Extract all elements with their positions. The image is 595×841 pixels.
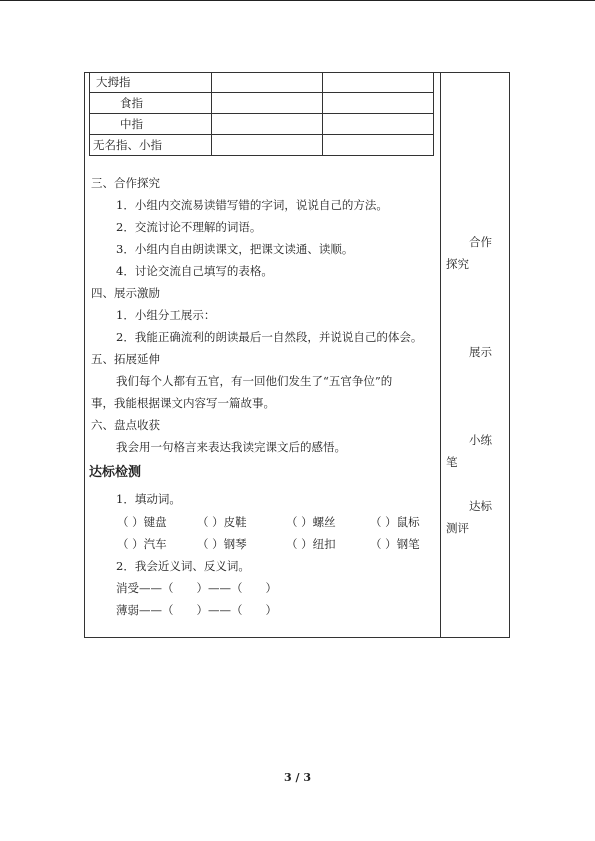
verb-blank: （ ）纽扣 <box>286 537 336 551</box>
list-item: 2．交流讨论不理解的词语。 <box>116 220 262 234</box>
paragraph-line: 事，我能根据课文内容写一篇故事。 <box>91 396 275 410</box>
section-heading: 四、展示激励 <box>91 286 160 300</box>
verb-blank: （ ）键盘 <box>117 515 167 529</box>
question: 1．填动词。 <box>116 492 181 506</box>
verb-blank: （ ）钢琴 <box>197 537 247 551</box>
table-row <box>90 72 434 93</box>
blank-cell <box>323 93 434 114</box>
table-row <box>90 114 434 135</box>
section-heading: 五、拓展延伸 <box>91 352 160 366</box>
sidebar-label: 展示 <box>469 345 492 359</box>
blank-cell <box>212 114 323 135</box>
finger-name: 大拇指 <box>90 72 212 93</box>
finger-name: 食指 <box>90 93 212 114</box>
list-item: 4．讨论交流自己填写的表格。 <box>116 264 273 278</box>
blank-cell <box>323 135 434 156</box>
word-blank: 薄弱——（ ）——（ ） <box>116 603 277 617</box>
page-top-rule <box>0 0 595 1</box>
sidebar-label: 达标 <box>469 499 492 513</box>
finger-name: 无名指、小指 <box>90 135 212 156</box>
sidebar-label: 小练 <box>469 433 492 447</box>
paragraph-line: 我会用一句格言来表达我读完课文后的感悟。 <box>116 440 346 454</box>
blank-cell <box>212 135 323 156</box>
column-divider <box>440 72 441 638</box>
question: 2．我会近义词、反义词。 <box>116 559 250 573</box>
blank-cell <box>212 93 323 114</box>
finger-table <box>89 72 434 156</box>
list-item: 2．我能正确流利的朗读最后一自然段，并说说自己的体会。 <box>116 330 423 344</box>
verb-blank: （ ）皮鞋 <box>197 515 247 529</box>
verb-blank: （ ）螺丝 <box>286 515 336 529</box>
list-item: 3．小组内自由朗读课文，把课文读通、读顺。 <box>116 242 354 256</box>
paragraph-line: 我们每个人都有五官，有一回他们发生了“五官争位”的 <box>116 374 393 388</box>
table-row <box>90 93 434 114</box>
test-heading: 达标检测 <box>89 465 142 480</box>
verb-blank: （ ）鼠标 <box>370 515 420 529</box>
sidebar-label: 测评 <box>446 521 469 535</box>
list-item: 1．小组内交流易读错写错的字词，说说自己的方法。 <box>116 198 388 212</box>
table-row <box>90 135 434 156</box>
word-blank: 消受——（ ）——（ ） <box>116 581 277 595</box>
blank-cell <box>323 72 434 93</box>
sidebar-label: 笔 <box>446 455 458 469</box>
sidebar-label: 合作 <box>469 235 492 249</box>
blank-cell <box>212 72 323 93</box>
section-heading: 六、盘点收获 <box>91 418 160 432</box>
verb-blank: （ ）汽车 <box>117 537 167 551</box>
verb-blank: （ ）钢笔 <box>370 537 420 551</box>
page-number: 3 / 3 <box>284 771 311 784</box>
finger-name: 中指 <box>90 114 212 135</box>
list-item: 1．小组分工展示： <box>116 308 216 322</box>
section-heading: 三、合作探究 <box>91 176 160 190</box>
blank-cell <box>323 114 434 135</box>
sidebar-label: 探究 <box>446 257 469 271</box>
